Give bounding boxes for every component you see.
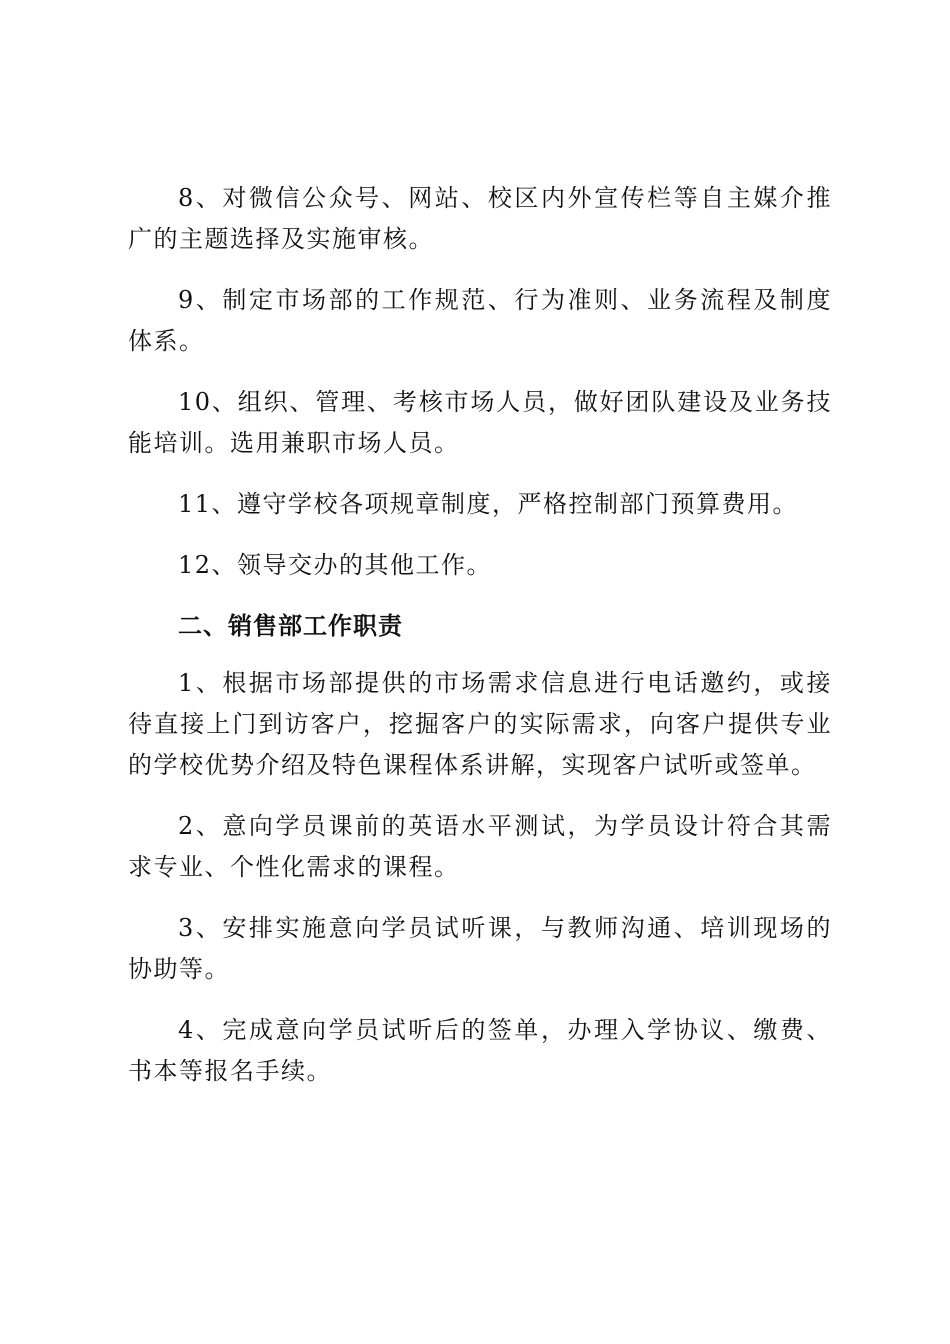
- paragraph-item-10: 10、组织、管理、考核市场人员，做好团队建设及业务技能培训。选用兼职市场人员。: [128, 388, 832, 457]
- paragraph-item-12: 12、领导交办的其他工作。: [178, 551, 493, 579]
- sales-duty-4: 4、完成意向学员试听后的签单，办理入学协议、缴费、书本等报名手续。: [128, 1016, 832, 1085]
- document-body: [128, 178, 832, 1112]
- sales-duty-1: 1、根据市场部提供的市场需求信息进行电话邀约，或接待直接上门到访客户，挖掘客户的实际需求，向客户提供专业的学校优势介绍及特色课程体系讲解，实现客户试听或签单。: [128, 669, 832, 779]
- paragraph-item-8: 8、对微信公众号、网站、校区内外宣传栏等自主媒介推广的主题选择及实施审核。: [128, 184, 832, 253]
- section-heading: 二、销售部工作职责: [178, 612, 403, 640]
- sales-duty-2: 2、意向学员课前的英语水平测试，为学员设计符合其需求专业、个性化需求的课程。: [128, 812, 832, 881]
- paragraph-item-9: 9、制定市场部的工作规范、行为准则、业务流程及制度体系。: [128, 286, 832, 355]
- sales-duty-3: 3、安排实施意向学员试听课，与教师沟通、培训现场的协助等。: [128, 914, 832, 983]
- paragraph-item-11: 11、遵守学校各项规章制度，严格控制部门预算费用。: [178, 490, 799, 518]
